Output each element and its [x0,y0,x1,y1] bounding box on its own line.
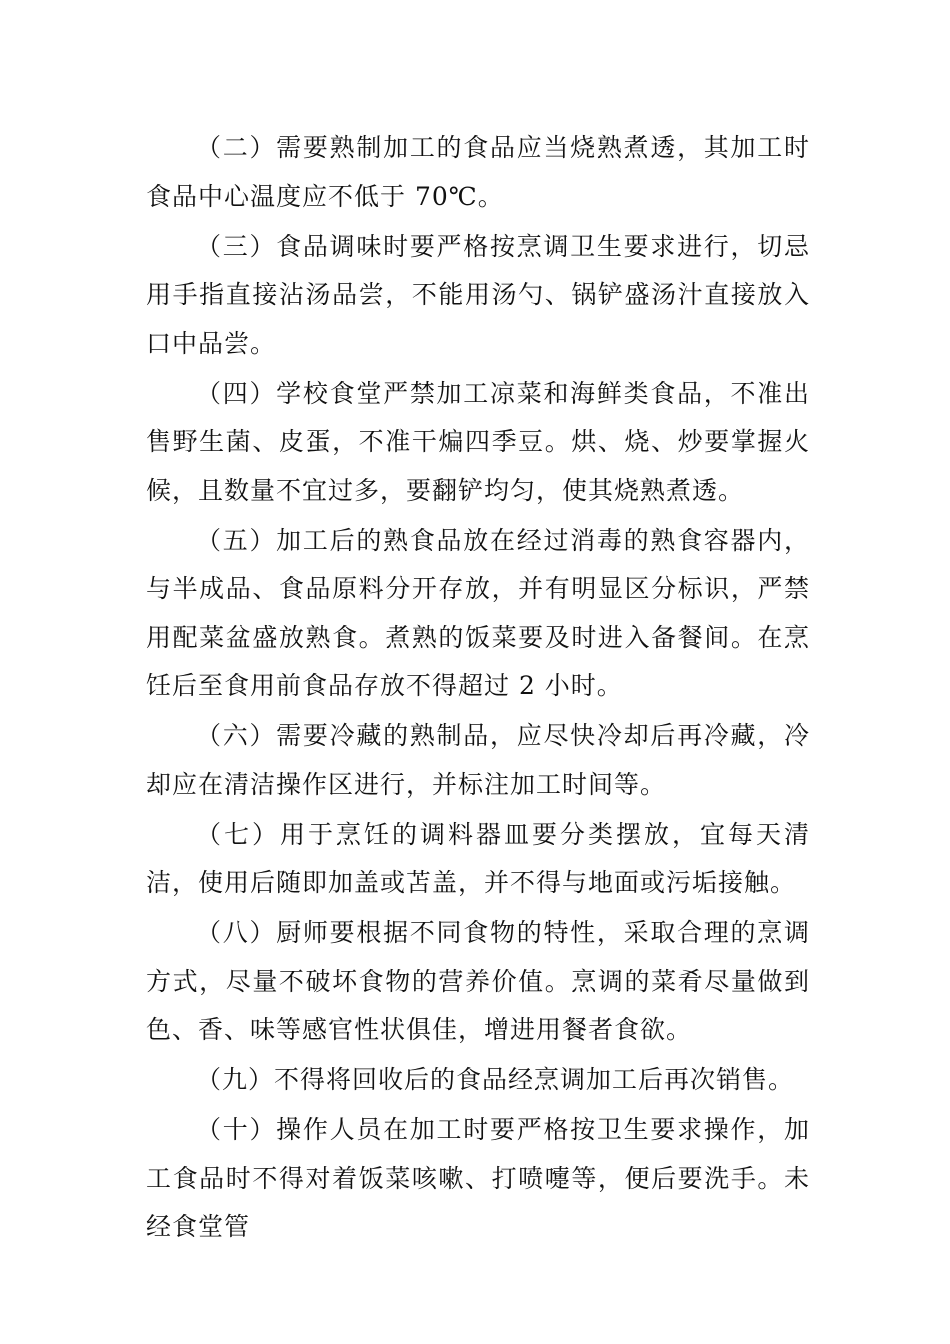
document-body [146,124,810,1252]
paragraph-9: （九）不得将回收后的食品经烹调加工后再次销售。 [196,1065,795,1094]
paragraph-5: （五）加工后的熟食品放在经过消毒的熟食容器内，与半成品、食品原料分开存放，并有明显区分标识，严禁用配菜盆盛放熟食。煮熟的饭菜要及时进入备餐间。在烹饪后至食用前食品存放不得超过 2 小时。 [146,525,810,700]
paragraph-10: （十）操作人员在加工时要严格按卫生要求操作，加工食品时不得对着饭菜咳嗽、打喷嚏等，便后要洗手。未经食堂管 [146,1115,810,1241]
paragraph-2: （二）需要熟制加工的食品应当烧熟煮透，其加工时食品中心温度应不低于 70℃。 [146,133,810,211]
paragraph-6: （六）需要冷藏的熟制品，应尽快冷却后再冷藏，冷却应在清洁操作区进行，并标注加工时间等。 [146,721,810,799]
paragraph-7: （七）用于烹饪的调料器皿要分类摆放，宜每天清洁，使用后随即加盖或苫盖，并不得与地面或污垢接触。 [146,819,810,897]
paragraph-4: （四）学校食堂严禁加工凉菜和海鲜类食品，不准出售野生菌、皮蛋，不准干煸四季豆。烘、烧、炒要掌握火候，且数量不宜过多，要翻铲均匀，使其烧熟煮透。 [146,378,810,505]
paragraph-8: （八）厨师要根据不同食物的特性，采取合理的烹调方式，尽量不破坏食物的营养价值。烹调的菜肴尽量做到色、香、味等感官性状俱佳，增进用餐者食欲。 [146,918,810,1044]
paragraph-3: （三）食品调味时要严格按烹调卫生要求进行，切忌用手指直接沾汤品尝，不能用汤勺、锅铲盛汤汁直接放入口中品尝。 [146,231,810,358]
